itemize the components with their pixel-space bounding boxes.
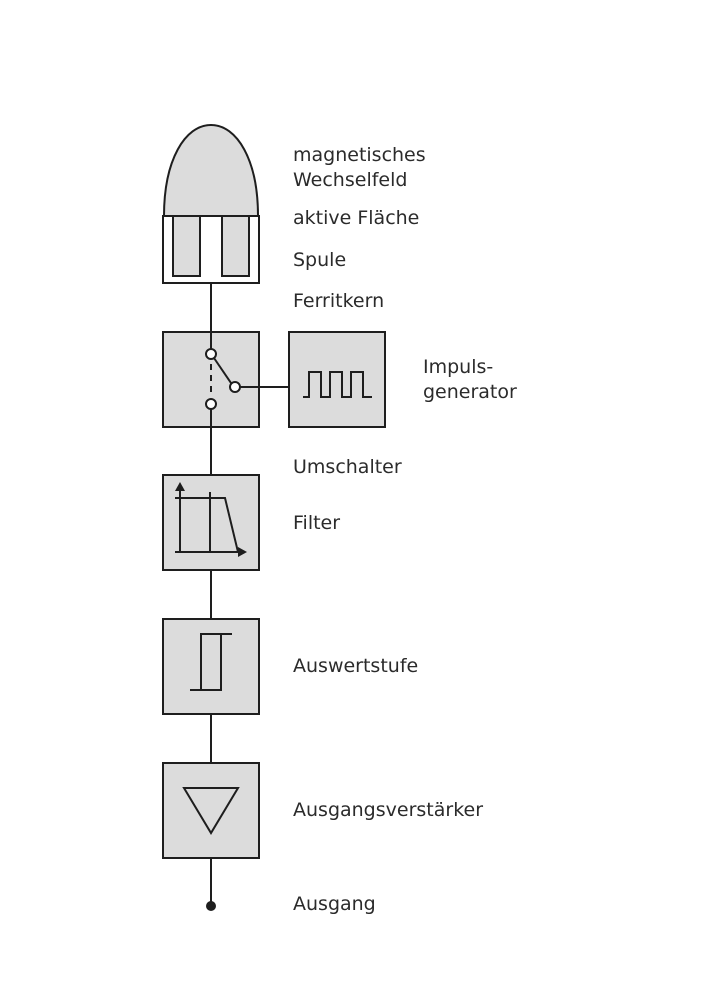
- coil-left-winding: [173, 216, 200, 276]
- label-active-surface: aktive Fläche: [293, 207, 420, 229]
- label-pulse-generator: Impuls-: [423, 356, 494, 378]
- label-switch: Umschalter: [293, 456, 402, 478]
- label-filter: Filter: [293, 512, 341, 534]
- output-amplifier-block: [163, 763, 259, 858]
- label-ferrite-core: Ferritkern: [293, 290, 385, 312]
- label-evaluation-stage: Auswertstufe: [293, 655, 419, 677]
- label-pulse-generator-line2: generator: [423, 381, 517, 403]
- pulse-generator-block: [289, 332, 385, 427]
- coil-right-winding: [222, 216, 249, 276]
- output-terminal-dot: [206, 901, 216, 911]
- label-magnetic-field-line2: Wechselfeld: [293, 169, 408, 191]
- magnetic-field-dome: [164, 125, 258, 216]
- label-output-amplifier: Ausgangsverstärker: [293, 799, 484, 821]
- label-coil: Spule: [293, 249, 347, 271]
- label-magnetic-field: magnetisches: [293, 144, 426, 166]
- label-output: Ausgang: [293, 893, 376, 915]
